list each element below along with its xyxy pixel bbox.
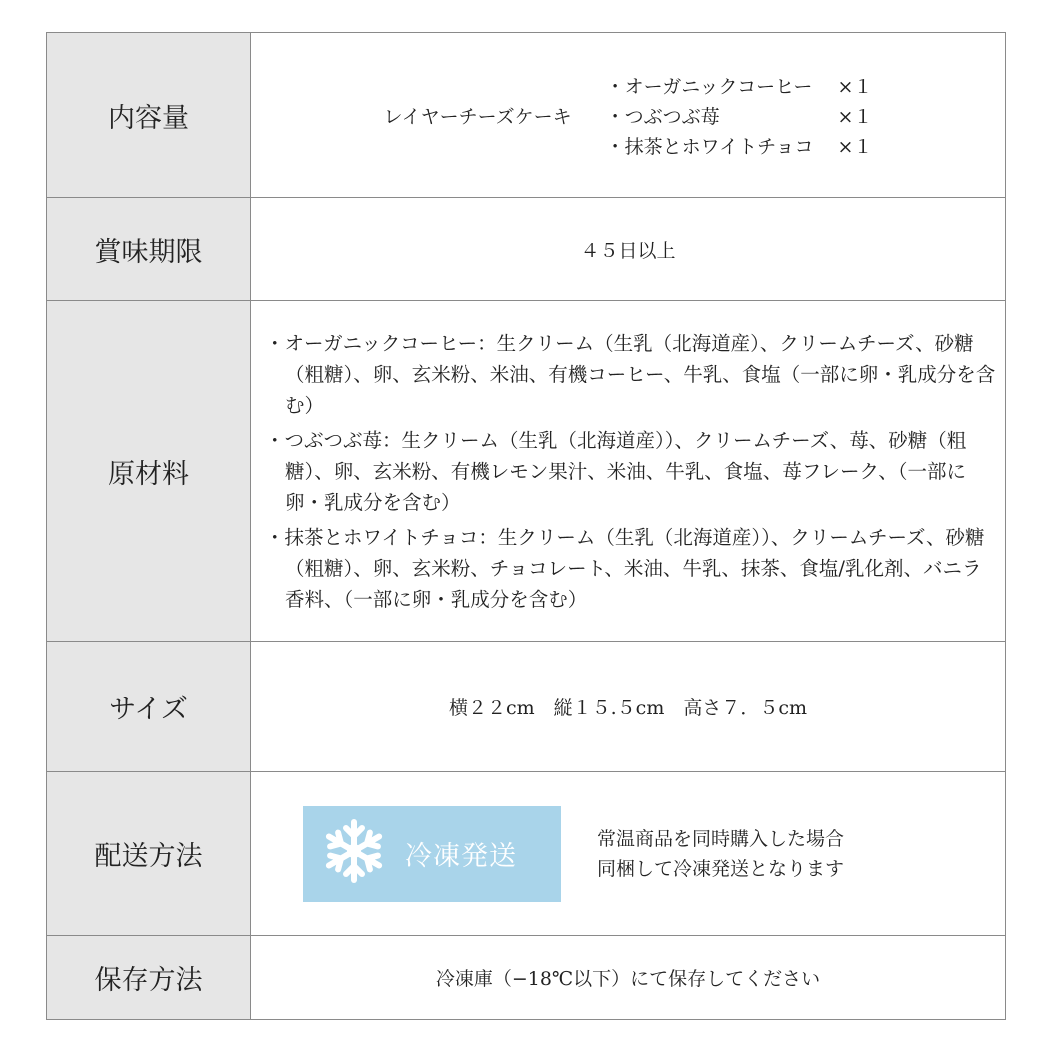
shipping-note [597, 824, 844, 884]
contents-item-qty: ×１ [837, 105, 873, 128]
frozen-shipping-badge [303, 806, 561, 902]
row-expiry [47, 198, 1006, 301]
snowflake-icon [319, 816, 389, 891]
ingredient-entry: ・つぶつぶ苺：生クリーム（生乳（北海道産））、クリームチーズ、苺、砂糖（粗糖）、卵、玄米粉、有機レモン果汁、米油、牛乳、食塩、苺フレーク、（一部に卵・乳成分を含む） [265, 428, 967, 514]
contents-list [606, 72, 873, 159]
row-label-contents: 内容量 [47, 33, 251, 198]
row-ingredients [47, 301, 1006, 642]
row-contents [47, 33, 1006, 198]
row-shipping [47, 772, 1006, 936]
product-spec-table [46, 32, 1006, 1020]
contents-item-qty: ×１ [837, 135, 873, 158]
contents-item-qty: ×１ [837, 75, 873, 98]
row-label-storage: 保存方法 [47, 936, 251, 1020]
shipping-note-line: 常温商品を同時購入した場合 [597, 827, 845, 850]
row-value-shipping [251, 772, 1006, 936]
row-value-size: 横２２cm 縦１５.５cm 高さ７．５cm [251, 642, 1006, 772]
row-size [47, 642, 1006, 772]
contents-item-name: ・オーガニックコーヒー [605, 75, 813, 98]
row-value-ingredients [251, 301, 1006, 642]
ingredient-entry: ・オーガニックコーヒー：生クリーム（生乳（北海道産）、クリームチーズ、砂糖（粗糖）、卵、玄米粉、米油、有機コーヒー、牛乳、食塩（一部に卵・乳成分を含む） [265, 331, 996, 417]
row-label-ingredients: 原材料 [47, 301, 251, 642]
row-value-storage: 冷凍庫（−18℃以下）にて保存してください [251, 936, 1006, 1020]
ingredient-entry: ・抹茶とホワイトチョコ：生クリーム（生乳（北海道産））、クリームチーズ、砂糖（粗糖）、卵、玄米粉、チョコレート、米油、牛乳、抹茶、食塩/乳化剤、バニラ香料、（一部に卵・乳成分を含む） [265, 525, 985, 611]
shipping-note-line: 同梱して冷凍発送となります [597, 857, 845, 880]
row-value-expiry: ４５日以上 [251, 198, 1006, 301]
row-label-size: サイズ [47, 642, 251, 772]
row-label-shipping: 配送方法 [47, 772, 251, 936]
badge-label: 冷凍発送 [405, 841, 517, 872]
contents-item-name: ・抹茶とホワイトチョコ [605, 135, 814, 158]
row-storage [47, 936, 1006, 1020]
product-name: レイヤーチーズケーキ [383, 105, 572, 128]
row-label-expiry: 賞味期限 [47, 198, 251, 301]
row-value-contents [251, 33, 1006, 198]
contents-item-name: ・つぶつぶ苺 [605, 105, 720, 128]
